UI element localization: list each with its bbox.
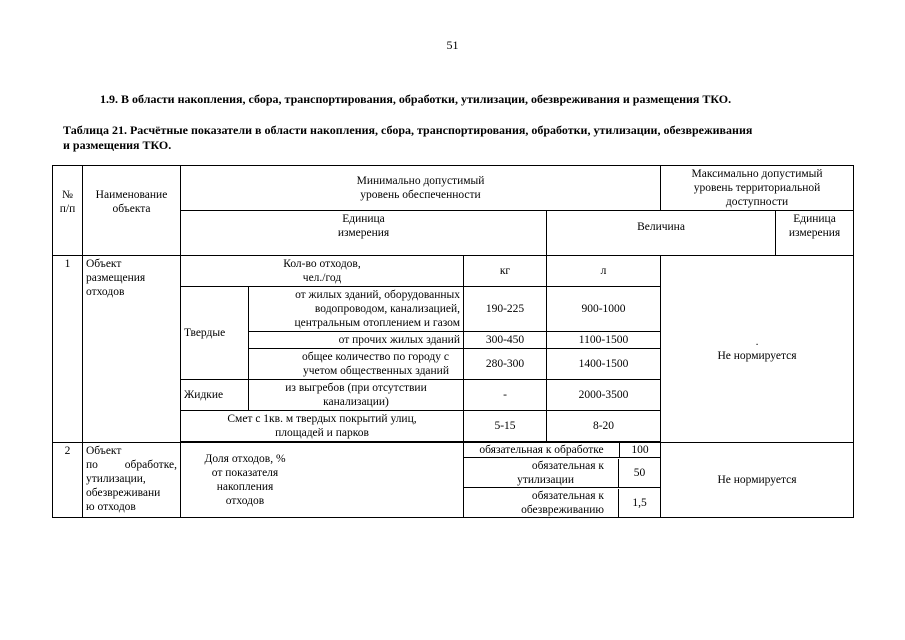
header-text: Единица <box>342 213 385 225</box>
max-value-cell <box>661 256 854 443</box>
cell-text: . <box>755 336 759 348</box>
cell-text: ю отходов <box>86 501 136 513</box>
header-text: Максимально допустимый <box>691 168 823 180</box>
header-value <box>547 211 776 256</box>
header-text: п/п <box>59 203 76 215</box>
header-text: Единица <box>793 213 836 225</box>
header-text: уровень территориальной <box>693 182 821 194</box>
header-name <box>83 166 181 256</box>
row-number: 2 <box>53 443 83 518</box>
cell-text: обезвреживани <box>86 487 161 499</box>
share-label <box>181 443 464 518</box>
cell-text: обезвреживанию <box>521 503 604 516</box>
header-max <box>661 166 854 211</box>
norm-label <box>181 256 464 287</box>
cell-text: утилизации <box>517 473 574 486</box>
header-text: Величина <box>637 221 685 233</box>
cell-text: по обработке, <box>86 459 177 471</box>
cell-text: канализации) <box>323 396 389 408</box>
object-name <box>83 443 181 518</box>
liquid-label: Жидкие <box>181 380 249 411</box>
cell-text: утилизации, <box>86 473 146 485</box>
value-kg: - <box>464 380 547 411</box>
header-row <box>53 166 854 211</box>
cell-text: от показателя <box>211 467 279 479</box>
page-number: 51 <box>446 38 459 52</box>
share-item-label <box>464 489 619 517</box>
header-num <box>53 166 83 256</box>
value-l: 1400-1500 <box>547 349 661 380</box>
cell-text: водопроводом, канализацией, <box>314 303 460 315</box>
cell-text: обязательная к <box>531 489 604 502</box>
street-label <box>181 411 464 442</box>
value-kg: 300-450 <box>464 332 547 349</box>
value-kg: 190-225 <box>464 287 547 332</box>
share-item-value: 50 <box>633 466 646 479</box>
header-min <box>181 166 661 211</box>
solid-item-label <box>249 349 464 380</box>
cell-text: Объект <box>86 445 122 457</box>
cell-text: от прочих жилых зданий <box>338 334 460 346</box>
share-item-value: 100 <box>631 444 649 456</box>
table-row <box>53 443 854 458</box>
table-caption-line: и размещения ТКО. <box>63 138 172 152</box>
cell-text: обязательная к обработке <box>479 444 604 456</box>
header-text: № <box>62 189 73 201</box>
value-kg: 5-15 <box>464 411 547 442</box>
max-value-cell: Не нормируется <box>661 443 854 518</box>
cell-text: отходов <box>86 286 125 298</box>
share-item-label <box>464 443 620 457</box>
cell-text: Не нормируется <box>717 350 797 362</box>
cell-text: Объект <box>86 258 122 270</box>
header-text: доступности <box>725 196 789 208</box>
value-l: 1100-1500 <box>547 332 661 349</box>
header-text: объекта <box>112 203 151 215</box>
cell-text: размещения <box>86 272 146 284</box>
cell-text: накопления <box>216 481 274 493</box>
cell-text: центральным отоплением и газом <box>294 317 460 329</box>
cell-text: из выгребов (при отсутствии <box>285 382 427 394</box>
share-item <box>464 443 661 458</box>
cell-text: Смет с 1кв. м твердых покрытий улиц, <box>227 413 417 425</box>
share-item-label <box>464 459 619 487</box>
row-number: 1 <box>53 256 83 443</box>
header-text: Минимально допустимый <box>356 175 485 187</box>
liquid-item-label <box>249 380 464 411</box>
value-kg: 280-300 <box>464 349 547 380</box>
cell-text: учетом общественных зданий <box>302 365 449 377</box>
solid-item-label <box>249 287 464 332</box>
share-item <box>464 488 661 518</box>
value-l: 2000-3500 <box>547 380 661 411</box>
unit-l: л <box>547 256 661 287</box>
value-l: 8-20 <box>547 411 661 442</box>
cell-text: обязательная к <box>531 459 604 472</box>
table-caption <box>63 123 843 153</box>
header-text: измерения <box>337 227 390 239</box>
cell-text: от жилых зданий, оборудованных <box>295 289 460 301</box>
cell-text: Доля отходов, % <box>204 453 286 465</box>
table-caption-line: Таблица 21. Расчётные показатели в области накопления, сбора, транспортирования, обработки, утилизации, обезвреживания <box>63 123 753 137</box>
norms-table <box>52 165 854 518</box>
table-row <box>53 256 854 287</box>
header-max-unit <box>776 211 854 256</box>
share-item <box>464 458 661 488</box>
header-text: измерения <box>788 227 841 239</box>
unit-kg: кг <box>464 256 547 287</box>
cell-text: площадей и парков <box>275 427 369 439</box>
share-item-value: 1,5 <box>632 496 647 509</box>
cell-text: Кол-во отходов, <box>283 258 361 270</box>
solid-item-label <box>249 332 464 349</box>
section-heading: 1.9. В области накопления, сбора, транспортирования, обработки, утилизации, обезвреживания и размещения ТКО. <box>100 92 732 106</box>
header-text: уровень обеспеченности <box>360 189 481 201</box>
header-unit <box>181 211 547 256</box>
value-l: 900-1000 <box>547 287 661 332</box>
solid-label: Твердые <box>181 287 249 380</box>
cell-text: отходов <box>225 495 265 507</box>
cell-text: чел./год <box>302 272 342 284</box>
header-text: Наименование <box>95 189 168 201</box>
cell-text: общее количество по городу с <box>301 351 449 363</box>
object-name <box>83 256 181 443</box>
